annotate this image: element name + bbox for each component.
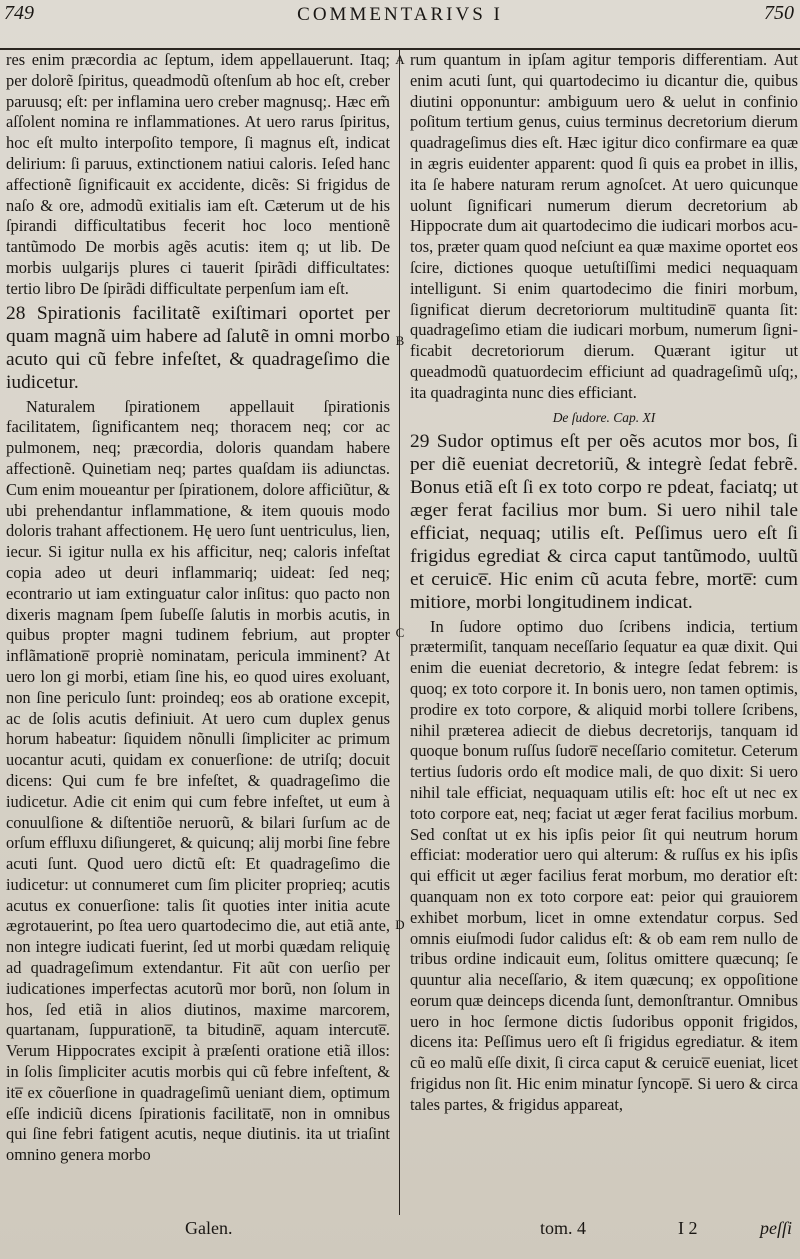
margin-letter-b: B [395, 333, 405, 348]
right-column [410, 50, 798, 1215]
commentary-paragraph: rum quantum in ipſam agitur temporis differentiam. Aut enim acuti ſunt, qui quartodecimo iu dicantur die, quibus diutini opponuntur: ambiguum uero & uelut in confinio poſitum tertium genus, cuius terminus decretorium dierum quadrageſimus dies eſt. Hæc igitur dico confirmare ea quæ in ægris euidenter apparent: quod ſi quis ea probet in illis, ita ſe habere naturam rerum agnoſcet. At uero quicunque uolunt ſignificari numerum dierum decretorium ab Hippocrate dum ait quartodecimo die iudicari morbos acutos, præter quam quod neſciunt ea quæ maxime oportet eos ſcire, dictiones quoque uetuſtiſſimi medici nequaquam intelligunt. Si enim quartodecimo die finiri morbum, ſignificat dierum decretoriorum multitudine̅ quanta ſit: quadrageſimo etiam die iudicari morbum, numerum ſignificabit decretoriorum dierum. Quærant igitur ut queadmodũ quatuordecim efficiunt ad quadrageſimũ uſq;, ita quadraginta nunc dies efficiant. [410, 50, 798, 402]
commentary-paragraph: res enim præcordia ac ſeptum, idem appellauerunt. Itaq; per dolorẽ ſpiritus, queadmodũ oſtenſum ab hoc eſt, creber paruusq; eſt: per inflamina uero creber magnusq;. Hæc em̃ aſſolent nomina re inflammationes. At uero rarus ſpiritus, hoc eſt multo interpoſito tempore, ſi magnus eſt, indicat delirium: ſi paruus, extinctionem natiui caloris. Ieſed hanc affectionẽ ſignificauit ex accidente, dicẽs: Si frigidus de naſo & ore, admodũ exitialis iam eſt. Cæterum ut de his ſpirandi difficultatibus fecerit hoc loco mentionẽ tantũmodo De morbis agẽs acutis: item q; ut lib. De morbis uulgarijs plures ci tauerit ſpirãdi difficultates: tertio libro De ſpirãdi difficultate perpenſum iam eſt. [6, 50, 390, 298]
left-column [6, 50, 390, 1215]
signature-mark: I 2 [678, 1218, 698, 1238]
margin-letter-d: D [395, 917, 405, 932]
commentary-paragraph: In ſudore optimo duo ſcribens indicia, tertium prætermiſit, tanquam neceſſario ſequatur ea quæ dixit. Qui enim die eueniat decretorio, & integre ſedat febrem: is quoq; ex toto corpore it. In bonis uero, non tamen optimis, prodire ex toto corpore, & aliquid morbi tollere ſcribens, nihil præterea adiecit de diebus decretorijs, tanquam id quoque bonum ruſſus ſudore̅ neceſſario comitetur. Ceterum tertius ſudoris ordo eſt modice mali, de quo dixit: Si uero nihil tale efficiat, nequaquam utilis eſt: hoc eſt ut nec ex toto corpore eat, neq; faciat ut æger ferat facilius morbum. Sed conſtat ut ex his ipſis peior ſit qui neutrum horum efficiat: moderatior uero qui alterum: & ruſſus ex his ipſis qui efficit ut æger facilius ferat morbum, mo deratior eſt: quanquam non ex toto corpore eat: peior qui grauiorem exhibet morbum, licet in omne extendatur corpus. Sed omnis eiuſmodi ſudor calidus eſt: & ob eam rem nullo de tribus ordine indicauit eum, ſolitus omittere quæcunq; ſe quuntur alia neceſſario, & item quæcunq; ex oppoſitione eorum quæ deinceps dicenda ſunt, demonſtrantur. Omnibus uero in hoc ſermone dictis ſudoribus opponit frigidos, dicens ita: Peſſimus uero eſt ſi frigidus egrediatur. & item cũ eo malũ eſſe dixit, ſi circa caput & ceruice̅ eueniat, licet frigidus non ſit. Hic enim minatur ſyncope̅. Si uero & circa tales partes, & frigidus appareat, [410, 616, 798, 1114]
aphorism-28: 28 Spirationis facilitatẽ exiſtimari oportet per quam magnã uim habere ad ſalutẽ in omni morbo acuto qui cũ febre infeſtet, & quadrageſimo die iudicetur. [6, 302, 390, 393]
chapter-heading: De ſudore. Cap. XI [552, 409, 656, 425]
page-header [0, 0, 800, 50]
commentary-paragraph: Naturalem ſpirationem appellauit ſpirationis facilitatem, ſignificantem neq; thoracem neq; cor ac pulmonem, neq; præcordia, doloris quandam habere affectionẽ. Quinetiam neq; partes quaſdam iis adiunctas. Cum enim moueantur per ſpirationem, dolore afficiũtur, & ubi prehendantur inflammatione, & item quouis modo doloris trahant affectionem. Hę uero ſunt uentriculus, lien, iecur. Si igitur nulla ex his afficitur, neq; caloris infeſtat copia adeo ut deuri inflammariq; uideat: ſed neq; econtrario ut iam extinguatur calor inſitus: quo pacto non dixeris magnam ſpem ſubeſſe ſalutis in morbis acutis, in quibus propter magni tudinem febrium, aut propter inflãmatione̅ propriè nominatam, pericula imminent? At uero lon gi morbi, etiam ſine his, eo quod uires exoluant, non ſine periculo ſunt: proindeq; eos ab oratione excepit, ac de ſolis acutis definiuit. At uero cum duplex genus horum habeatur: ſiquidem nõnulli ſimpliciter ac primum uocantur acuti, quidam ex conuerſione: de utriſq; docuit dicens: Qui cum fe bre infeſtet, & quadrageſimo die iudicetur. Adie cit enim qui cum febre infeſtet, ut eum à conuulſione & diſtentiõe neruorũ, & bilari ſurſum ac de orſum effluxu diſiungeret, & quicunq; alij morbi ſine febre acuti ſunt. Quod uero dictũ eſt: Et quadrageſimo die iudicetur: ut connumeret cum ſim pliciter proprieq; acutis acutus ex conuerſione: talis ſit quoties inter initia acute ægrotauerint, po ſtea uero quartodecimo die, aut etiã ante, non integre iudicati fuerint, ſed ut morbi quædam reliquię ad quadrageſimum extendantur. Fit aũt con uerſio per iudicationes imperfectas acutorũ mor borũ, non ſolum in hos, ſed etiã in alios diutinos, maxime marcorem, quartanam, ſuppuratione̅, ta bitudine̅, aquam intercute̅. Verum Hippocrates excipit à præſenti oratione etiã illos: in ſolis ſimpliciter acutis morbis qui cũ febre infeſtent, & ite̅ ex cõuerſione in quadrageſimũ ueniant diem, optimum eſſe indiciũ dicens ſpirationis facilitate̅, non in omnibus qui ſine febri fatigent acutis, neque diutinis. ita ut triaſint omnino genera morbo [6, 396, 390, 1165]
margin-letter-c: C [395, 625, 405, 640]
aphorism-29: 29 Sudor optimus eſt per oẽs acutos mor bos, ſi per diẽ eueniat decretoriũ, & integrè ſedat febrẽ. Bonus etiã eſt ſi ex toto corpo re pdeat, faciatq; ut æger ferat facilius mor bum. Si uero nihil tale efficiat, nequaq; utilis eſt. Peſſimus uero eſt ſi frigidus egrediat & circa caput tantũmodo, uultũ et ceruice̅. Hic enim cũ acuta febre, morte̅: cum mitiore, morbi longitudinem indicat. [410, 430, 798, 613]
margin-letter-a: A [395, 52, 405, 67]
volume-marker: tom. 4 [540, 1218, 587, 1238]
page-number-right: 750 [764, 2, 794, 24]
page-footer [0, 1216, 800, 1259]
running-title: COMMENTARIVS I [297, 4, 503, 25]
catchword-left: Galen. [185, 1218, 233, 1238]
page-number-left: 749 [4, 2, 34, 24]
catchword-right: peſſi [760, 1218, 792, 1238]
